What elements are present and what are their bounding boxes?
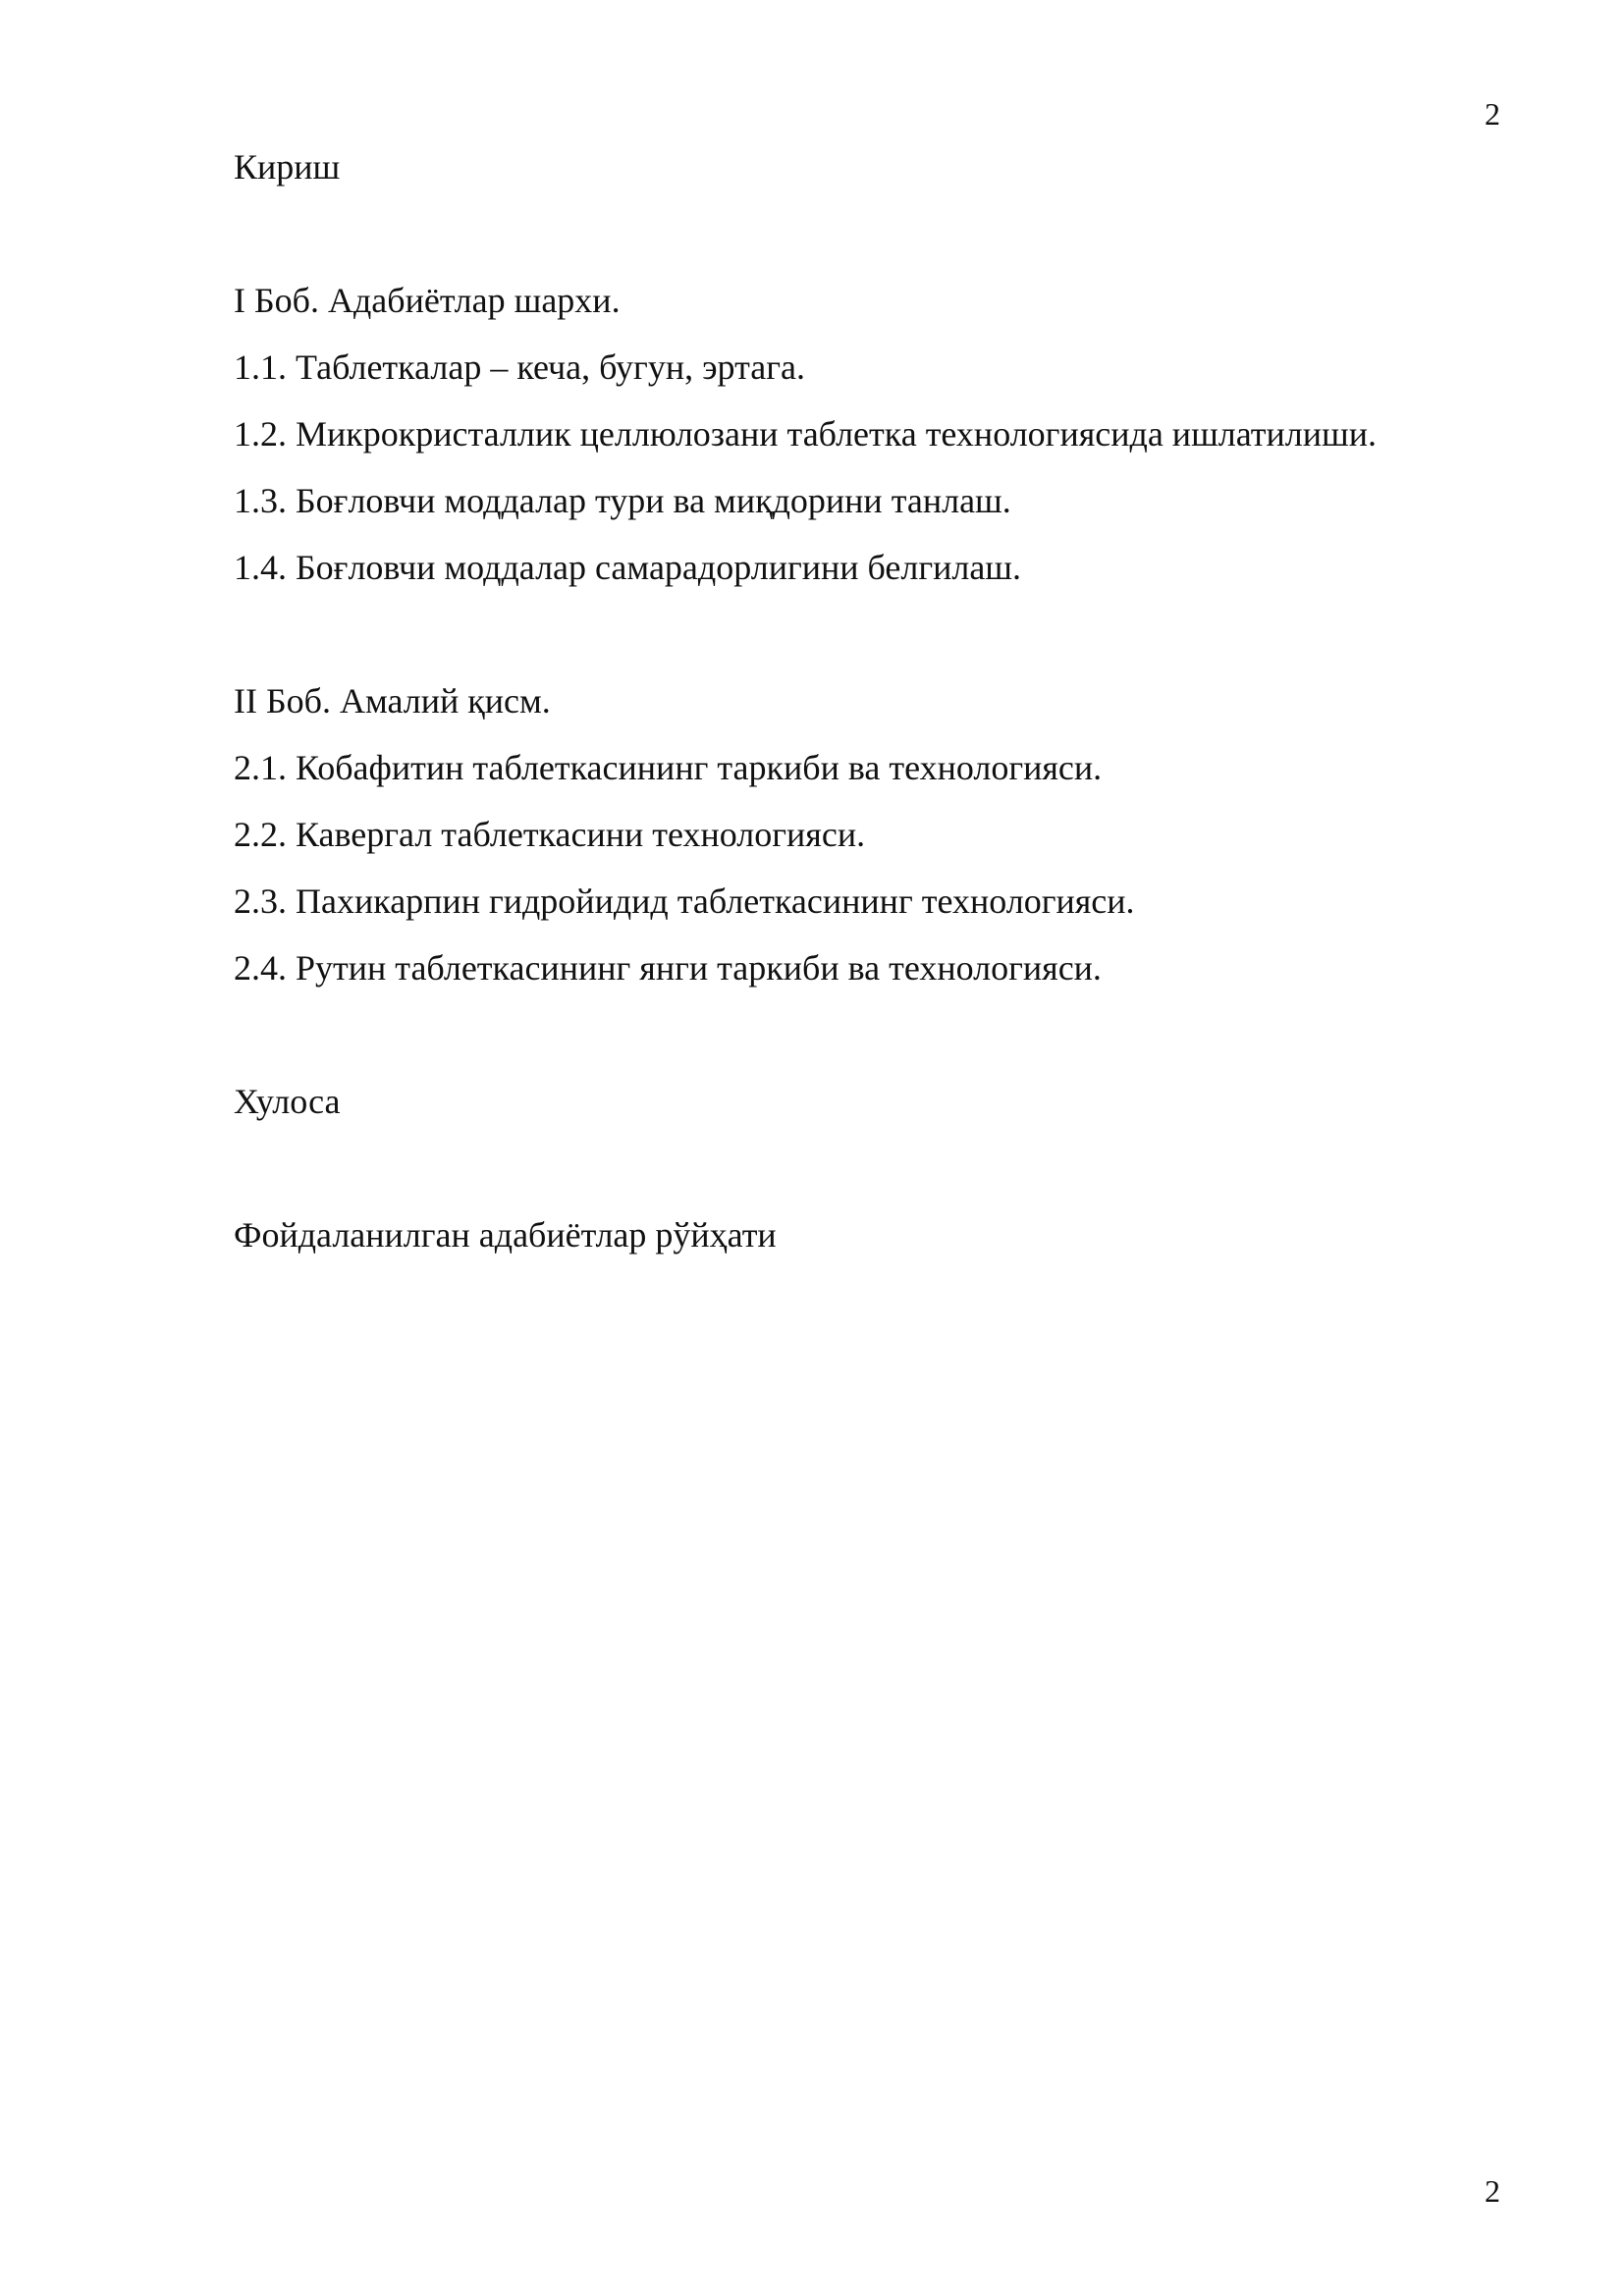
toc-intro: Кириш: [234, 147, 341, 187]
toc-section-1-4: 1.4. Боғловчи моддалар самарадорлигини белгилаш.: [234, 548, 1022, 587]
toc-section-2-3: 2.3. Пахикарпин гидройидид таблеткасининг технологияси.: [234, 881, 1135, 921]
toc-chapter-1-title: I Боб. Адабиётлар шархи.: [234, 281, 621, 320]
page-number-top: 2: [1485, 96, 1500, 132]
toc-section-1-2: 1.2. Микрокристаллик целлюлозани таблетка технологиясида ишлатилиши.: [234, 414, 1378, 454]
table-of-contents: [234, 147, 1530, 1255]
toc-section-2-2: 2.2. Кавергал таблеткасини технологияси.: [234, 815, 866, 854]
toc-section-1-1: 1.1. Таблеткалар – кеча, бугун, эртага.: [234, 347, 805, 387]
toc-conclusion: Хулоса: [234, 1082, 341, 1121]
toc-section-2-4: 2.4. Рутин таблеткасининг янги таркиби ва технологияси.: [234, 948, 1102, 988]
toc-section-2-1: 2.1. Кобафитин таблеткасининг таркиби ва технологияси.: [234, 748, 1103, 787]
toc-references: Фойдаланилган адабиётлар рўйҳати: [234, 1215, 777, 1255]
page-number-bottom: 2: [1485, 2173, 1500, 2209]
toc-section-1-3: 1.3. Боғловчи моддалар тури ва миқдорини танлаш.: [234, 481, 1011, 520]
toc-chapter-2-title: II Боб. Амалий қисм.: [234, 681, 551, 721]
